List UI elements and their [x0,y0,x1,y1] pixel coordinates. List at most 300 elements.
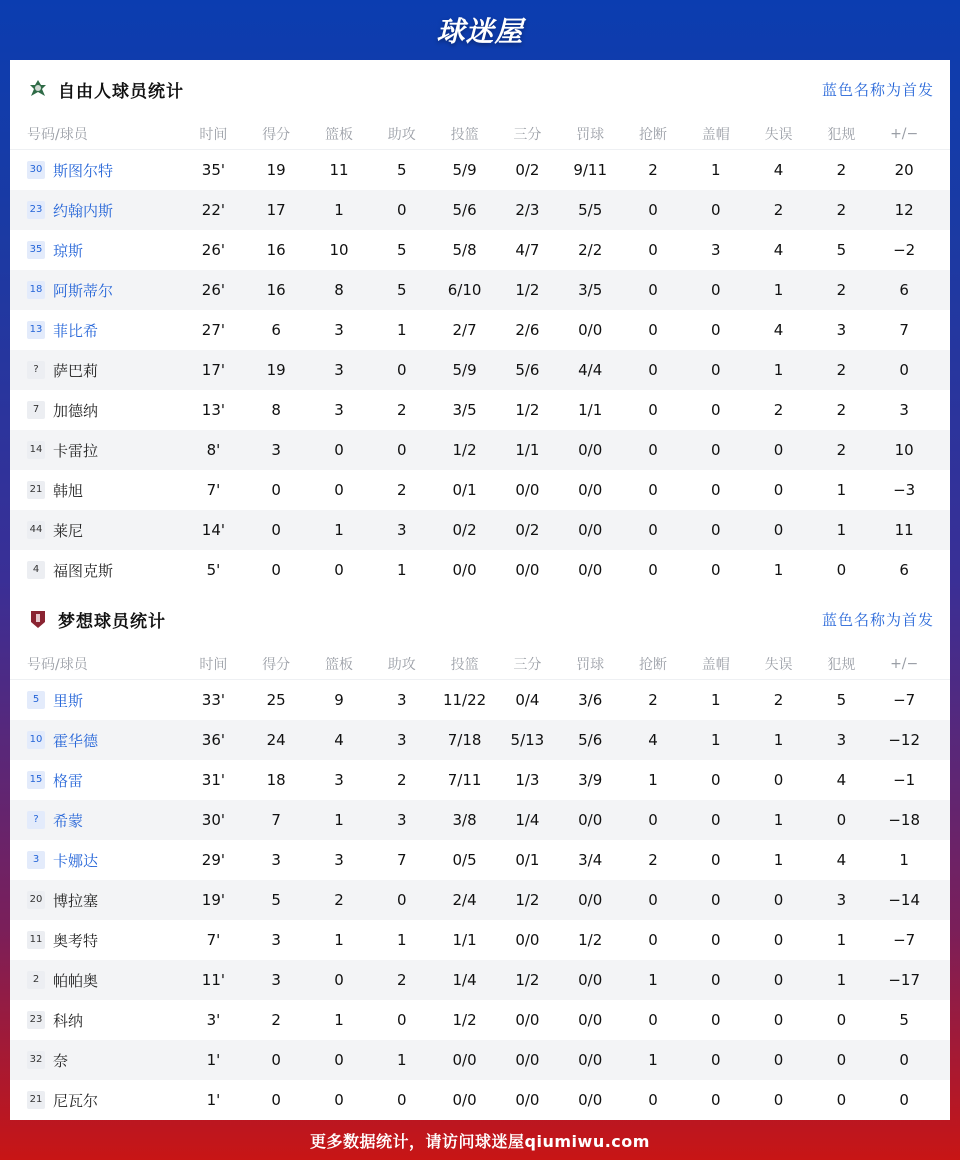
stat-cell: 1/1 [578,401,603,419]
stat-cell: −18 [888,811,920,829]
table-row[interactable] [10,880,950,920]
stat-cell: 24 [266,731,286,749]
stat-cell: 5/6 [578,731,603,749]
stat-cell: 0 [334,1051,344,1069]
stat-cell: 0 [836,811,847,829]
column-header: 罚球 [576,656,605,673]
player-name[interactable]: 韩旭 [53,481,84,500]
stat-cell: 3 [836,321,847,339]
stat-cell: 3' [206,1011,221,1029]
stat-cell: 26' [201,281,225,299]
stat-cell: 2 [773,201,784,219]
stat-cell: 0 [271,561,281,579]
stat-cell: 0 [334,1091,344,1109]
table-row[interactable] [10,760,950,800]
player-name[interactable]: 卡雷拉 [53,441,99,460]
stat-cell: 7/18 [447,731,482,749]
stat-cell: 0 [648,481,658,499]
player-name[interactable]: 卡娜达 [53,851,99,870]
stat-cell: 1/2 [452,441,477,459]
stat-cell: 3 [836,731,847,749]
stat-cell: 3/9 [578,771,603,789]
stat-cell: 3/4 [578,851,603,869]
stat-cell: 2 [648,161,658,179]
stat-cell: 0 [711,851,721,869]
jersey-number-badge: 18 [27,281,45,299]
stat-cell: 3 [711,241,721,259]
stat-cell: 0/0 [515,931,540,949]
stat-cell: 2 [397,481,407,499]
stat-cell: 0/0 [578,481,603,499]
jersey-number-badge: 5 [27,691,45,709]
stat-cell: 0/0 [578,321,603,339]
stat-cell: 4 [648,731,658,749]
stat-cell: 8' [206,441,221,459]
player-cell [10,770,182,791]
stat-cell: 1 [773,731,784,749]
stat-cell: 7' [206,931,221,949]
table-row[interactable] [10,310,950,350]
table-header [10,118,950,150]
stat-cell: −2 [893,241,916,259]
stat-cell: 5/5 [578,201,603,219]
stat-cell: 1 [773,281,784,299]
table-row[interactable] [10,800,950,840]
stat-cell: −14 [888,891,920,909]
stat-cell: 20 [894,161,914,179]
table-header [10,648,950,680]
stat-cell: 0/0 [578,971,603,989]
stat-cell: 0 [711,201,721,219]
player-name[interactable]: 菲比希 [53,321,99,340]
team-title: 自由人球员统计 [58,81,184,102]
stat-cell: 1 [773,851,784,869]
jersey-number-badge: 23 [27,1011,45,1029]
player-name[interactable]: 里斯 [53,691,84,710]
stat-cell: 2/2 [578,241,603,259]
stat-cell: 0 [836,1091,847,1109]
stat-cell: 1 [334,1011,344,1029]
stat-cell: 0 [648,201,658,219]
jersey-number-badge: 32 [27,1051,45,1069]
table-row[interactable] [10,1040,950,1080]
stat-cell: 1/4 [515,811,540,829]
stat-cell: 5 [836,691,847,709]
stat-cell: 1 [397,321,407,339]
stat-cell: −17 [888,971,920,989]
stat-cell: 27' [201,321,225,339]
player-cell [10,320,182,341]
player-name[interactable]: 加德纳 [53,401,99,420]
stat-cell: 0 [711,1051,721,1069]
stat-cell: 18 [266,771,286,789]
stat-cell: 0 [648,401,658,419]
stat-cell: −7 [893,931,916,949]
stat-cell: 0/0 [578,441,603,459]
column-header: 罚球 [576,126,605,143]
stat-cell: 3 [334,851,344,869]
jersey-number-badge: ? [27,811,45,829]
table-row[interactable] [10,840,950,880]
stat-cell: 5 [397,281,407,299]
jersey-number-badge: ? [27,361,45,379]
stat-cell: 7' [206,481,221,499]
table-row[interactable] [10,190,950,230]
stat-cell: 0 [711,891,721,909]
table-row[interactable] [10,150,950,190]
stat-cell: 0 [648,1011,658,1029]
stat-cell: 0 [648,361,658,379]
stat-cell: 5' [206,561,221,579]
stat-cell: 11 [894,521,914,539]
stat-cell: 4/4 [578,361,603,379]
table-row[interactable] [10,550,950,590]
stat-cell: 3 [899,401,909,419]
stat-cell: 2/4 [452,891,477,909]
stat-cell: 11' [201,971,225,989]
stat-cell: 0 [836,1011,847,1029]
stat-cell: 36' [201,731,225,749]
stat-cell: 0 [648,811,658,829]
table-row[interactable] [10,230,950,270]
stat-cell: 1 [648,1051,658,1069]
player-name[interactable]: 福图克斯 [53,561,114,580]
stat-cell: 0 [711,561,721,579]
stat-cell: 5/13 [510,731,545,749]
stat-cell: 0 [773,891,784,909]
stat-cell: 0 [711,931,721,949]
stat-cell: 3 [334,771,344,789]
stat-cell: 1/2 [515,971,540,989]
jersey-number-badge: 35 [27,241,45,259]
column-header: 号码/球员 [27,126,88,143]
column-header: 失误 [764,656,793,673]
stat-cell: 0 [334,561,344,579]
column-header: 时间 [199,656,228,673]
stat-cell: 0/0 [578,891,603,909]
stat-cell: 4 [773,241,784,259]
column-header: 助攻 [387,126,416,143]
stat-cell: 7 [397,851,407,869]
stat-cell: 17 [266,201,286,219]
stat-cell: 5/6 [452,201,477,219]
stat-cell: 0 [648,521,658,539]
stat-cell: 1 [773,561,784,579]
stat-cell: 4 [836,771,847,789]
stat-cell: 0/5 [452,851,477,869]
stat-cell: 5 [836,241,847,259]
stat-cell: 3 [271,971,281,989]
stat-cell: 1/1 [452,931,477,949]
stat-cell: 0 [648,931,658,949]
jersey-number-badge: 10 [27,731,45,749]
column-header: +/− [890,125,919,142]
site-logo[interactable]: 球迷屋 [436,15,524,48]
stat-cell: 5/6 [515,361,540,379]
stat-cell: 13' [201,401,225,419]
stat-cell: 7 [899,321,909,339]
player-cell [10,560,182,581]
player-name[interactable]: 奈 [53,1051,69,1070]
stat-cell: 0 [836,561,847,579]
player-name[interactable]: 阿斯蒂尔 [53,281,114,300]
column-header: 篮板 [324,656,353,673]
jersey-number-badge: 20 [27,891,45,909]
stat-cell: 2 [648,691,658,709]
footer-link[interactable]: 更多数据统计，请访问球迷屋qiumiwu.com [310,1131,650,1151]
stat-cell: 17' [201,361,225,379]
stat-cell: 1 [648,771,658,789]
stat-cell: 3 [334,321,344,339]
stat-cell: 3 [271,931,281,949]
stat-cell: 0 [397,891,407,909]
team-section [10,60,950,590]
stat-cell: 0 [648,561,658,579]
column-header: 得分 [262,126,291,143]
jersey-number-badge: 4 [27,561,45,579]
stat-cell: 0 [711,321,721,339]
stat-cell: 6/10 [447,281,482,299]
table-row[interactable] [10,1080,950,1120]
stat-cell: 1/2 [515,281,540,299]
stat-cell: 0 [773,931,784,949]
stat-cell: 3 [271,851,281,869]
player-name[interactable]: 科纳 [53,1011,84,1030]
stat-cell: 7/11 [447,771,482,789]
column-header: 犯规 [827,126,856,143]
player-cell [10,160,182,181]
stat-cell: 0 [271,521,281,539]
player-name[interactable]: 霍华德 [53,731,99,750]
player-name[interactable]: 尼瓦尔 [53,1091,99,1110]
jersey-number-badge: 15 [27,771,45,789]
player-name[interactable]: 奥考特 [53,931,99,950]
stat-cell: 1/1 [515,441,540,459]
table-row[interactable] [10,680,950,720]
stat-cell: 0/0 [515,1051,540,1069]
column-header: 号码/球员 [27,656,88,673]
stat-cell: 1' [206,1091,221,1109]
stat-cell: 30' [201,811,225,829]
stat-cell: 5/8 [452,241,477,259]
stat-cell: 0 [711,521,721,539]
stat-cell: 26' [201,241,225,259]
stat-cell: 2 [397,971,407,989]
player-name[interactable]: 约翰内斯 [53,201,114,220]
stat-cell: 3 [334,401,344,419]
stat-cell: 2 [836,401,847,419]
stat-cell: 12 [894,201,914,219]
stat-cell: 0/0 [578,561,603,579]
stat-cell: 0/0 [515,1011,540,1029]
stat-cell: 0/2 [452,521,477,539]
column-header: 盖帽 [701,126,730,143]
column-header: 犯规 [827,656,856,673]
stat-cell: 19' [201,891,225,909]
jersey-number-badge: 23 [27,201,45,219]
jersey-number-badge: 7 [27,401,45,419]
stat-cell: 0/2 [515,161,540,179]
player-cell [10,400,182,421]
stat-cell: 3 [397,521,407,539]
table-row[interactable] [10,390,950,430]
stat-cell: 3/5 [452,401,477,419]
table-row[interactable] [10,960,950,1000]
stat-cell: 1 [836,481,847,499]
table-row[interactable] [10,470,950,510]
stat-cell: 0/0 [578,811,603,829]
stat-cell: 0/4 [515,691,540,709]
column-header: 投篮 [450,656,479,673]
stat-cell: 6 [271,321,281,339]
stat-cell: 0 [711,1011,721,1029]
stat-cell: 1 [711,161,721,179]
stat-cell: 0 [648,321,658,339]
player-name[interactable]: 希蒙 [53,811,84,830]
stat-cell: 5 [271,891,281,909]
jersey-number-badge: 21 [27,1091,45,1109]
team-header [10,590,950,648]
jersey-number-badge: 44 [27,521,45,539]
stat-cell: 2 [773,401,784,419]
stat-cell: 0 [711,811,721,829]
player-name[interactable]: 斯图尔特 [53,161,114,180]
table-row[interactable] [10,430,950,470]
table-row[interactable] [10,1000,950,1040]
stat-cell: 0 [773,521,784,539]
stat-cell: 0 [711,971,721,989]
player-cell [10,520,182,541]
table-row[interactable] [10,270,950,310]
stat-cell: 29' [201,851,225,869]
stat-cell: 3/8 [452,811,477,829]
stat-cell: 3 [334,361,344,379]
player-cell [10,850,182,871]
stat-cell: 1 [836,521,847,539]
stat-cell: 1 [334,931,344,949]
stat-cell: 9 [334,691,344,709]
stat-cell: 0 [334,971,344,989]
stat-cell: 2 [648,851,658,869]
column-header: 盖帽 [701,656,730,673]
stat-cell: 1 [334,811,344,829]
stat-cell: 0 [397,1091,407,1109]
stat-cell: 1/4 [452,971,477,989]
jersey-number-badge: 11 [27,931,45,949]
stat-cell: 1 [397,561,407,579]
stat-cell: 3 [397,811,407,829]
stat-cell: 0 [773,1051,784,1069]
stat-cell: 14' [201,521,225,539]
player-name[interactable]: 萨巴莉 [53,361,99,380]
stat-cell: 1 [711,731,721,749]
stat-cell: −3 [893,481,916,499]
stat-cell: 1 [334,201,344,219]
stat-cell: 2/3 [515,201,540,219]
stat-cell: 8 [271,401,281,419]
jersey-number-badge: 13 [27,321,45,339]
stat-cell: 4 [334,731,344,749]
stat-cell: 0/0 [452,561,477,579]
stat-cell: 0/0 [578,521,603,539]
jersey-number-badge: 14 [27,441,45,459]
stat-cell: 3 [271,441,281,459]
column-header: 三分 [513,126,542,143]
player-cell [10,810,182,831]
table-row[interactable] [10,510,950,550]
stat-cell: 1 [773,811,784,829]
stat-cell: 2/6 [515,321,540,339]
stat-cell: 0 [271,1051,281,1069]
stat-cell: 1 [773,361,784,379]
stat-cell: 5/9 [452,161,477,179]
player-name[interactable]: 琼斯 [53,241,84,260]
player-name[interactable]: 格雷 [53,771,84,790]
stat-cell: 1 [899,851,909,869]
stat-cell: 3/5 [578,281,603,299]
player-name[interactable]: 帕帕奥 [53,971,99,990]
stat-cell: 0 [773,1091,784,1109]
stat-cell: 6 [899,561,909,579]
stat-cell: 1 [397,931,407,949]
table-row[interactable] [10,720,950,760]
table-row[interactable] [10,350,950,390]
stat-cell: 5 [397,241,407,259]
stat-cell: 0 [836,1051,847,1069]
column-header: 抢断 [638,126,667,143]
stat-cell: 11/22 [442,691,487,709]
stat-cell: 4/7 [515,241,540,259]
stat-cell: 0 [711,441,721,459]
stat-cell: 2 [836,161,847,179]
column-header: 三分 [513,656,542,673]
column-header: 篮板 [324,126,353,143]
stat-cell: 1 [836,931,847,949]
stat-cell: 2 [836,201,847,219]
stat-cell: 0 [711,281,721,299]
stat-cell: 0 [899,1091,909,1109]
jersey-number-badge: 21 [27,481,45,499]
stat-cell: 19 [266,161,286,179]
stat-cell: 1/3 [515,771,540,789]
table-row[interactable] [10,920,950,960]
team-logo-icon [28,79,48,99]
stat-cell: 1 [836,971,847,989]
stat-cell: 10 [894,441,914,459]
stat-cell: 2/7 [452,321,477,339]
stat-cell: 31' [201,771,225,789]
stat-cell: 0 [648,891,658,909]
player-name[interactable]: 莱尼 [53,521,84,540]
team-title: 梦想球员统计 [58,611,166,632]
stat-cell: 22' [201,201,225,219]
stat-cell: 7 [271,811,281,829]
stat-cell: 4 [836,851,847,869]
starter-legend: 蓝色名称为首发 [821,80,934,99]
stat-cell: 4 [773,161,784,179]
stat-cell: 6 [899,281,909,299]
stat-cell: 5 [397,161,407,179]
stat-cell: 3 [397,691,407,709]
team-section [10,590,950,1120]
jersey-number-badge: 2 [27,971,45,989]
player-name[interactable]: 博拉塞 [53,891,99,910]
stat-cell: 3 [397,731,407,749]
stat-cell: 1 [397,1051,407,1069]
player-cell [10,280,182,301]
stat-cell: 1/2 [578,931,603,949]
column-header: 失误 [764,126,793,143]
